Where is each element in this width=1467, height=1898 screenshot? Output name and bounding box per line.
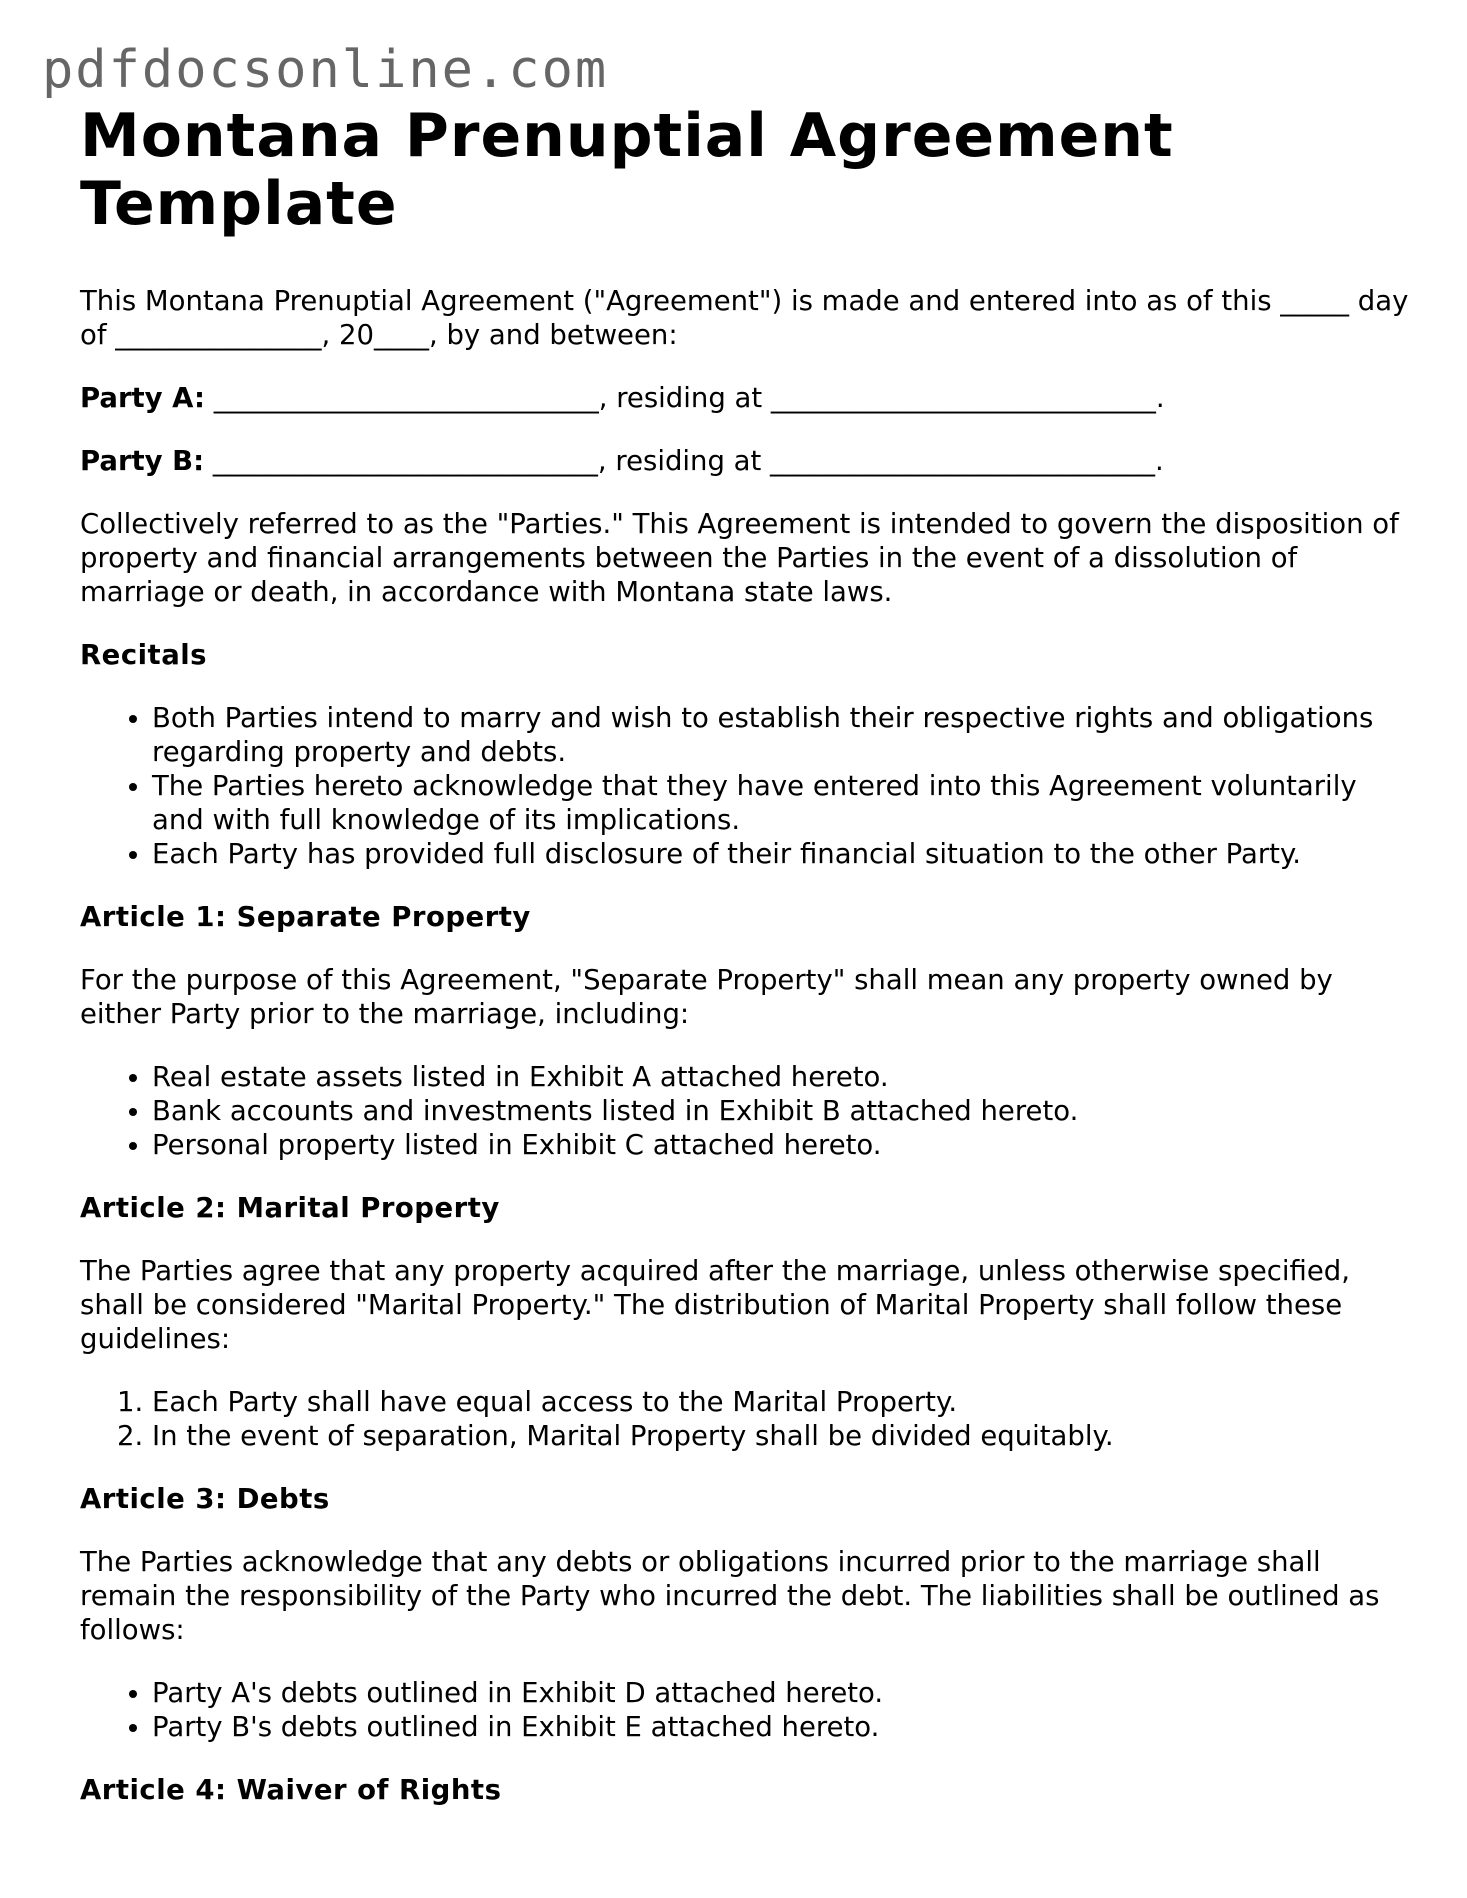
- list-item: • Personal property listed in Exhibit C attached hereto.: [152, 1128, 1410, 1162]
- article-2-list: [80, 1385, 1410, 1453]
- article-1-heading: Article 1: Separate Property: [80, 901, 531, 933]
- party-a-text: ____________________________, residing at ____________________________.: [204, 382, 1165, 414]
- article-4-heading: Article 4: Waiver of Rights: [80, 1774, 502, 1806]
- collectively-paragraph: Collectively referred to as the "Parties." This Agreement is intended to govern the disposition of property and financial arrangements between the Parties in the event of a dissolution of marriage or death, in accordance with Montana state laws.: [80, 508, 1399, 608]
- list-item: • Party A's debts outlined in Exhibit D attached hereto.: [152, 1676, 1410, 1710]
- list-item: • Bank accounts and investments listed in Exhibit B attached hereto.: [152, 1094, 1410, 1128]
- document-body: [80, 102, 1410, 1836]
- document-title: Montana Prenuptial Agreement Template: [80, 101, 1174, 239]
- article-2-heading: Article 2: Marital Property: [80, 1192, 500, 1224]
- list-item: 2. In the event of separation, Marital Property shall be divided equitably.: [152, 1419, 1410, 1453]
- list-item: • Each Party has provided full disclosure of their financial situation to the other Party.: [152, 837, 1410, 871]
- recitals-list: [80, 701, 1410, 871]
- party-a-label: Party A:: [80, 382, 205, 414]
- article-1-list: [80, 1060, 1410, 1162]
- party-b-text: ____________________________, residing at ____________________________.: [204, 445, 1164, 477]
- list-item: • Party B's debts outlined in Exhibit E attached hereto.: [152, 1710, 1410, 1744]
- list-item: 1. Each Party shall have equal access to the Marital Property.: [152, 1385, 1410, 1419]
- article-2-text: The Parties agree that any property acquired after the marriage, unless otherwise specified, shall be considered "Marital Property." The distribution of Marital Property shall follow these guidelines:: [80, 1255, 1350, 1355]
- recitals-heading: Recitals: [80, 639, 208, 671]
- party-b-line: [80, 444, 1410, 478]
- list-item: • Real estate assets listed in Exhibit A attached hereto.: [152, 1060, 1410, 1094]
- article-3-list: [80, 1676, 1410, 1744]
- list-item: • Both Parties intend to marry and wish to establish their respective rights and obligations regarding property and debts.: [152, 701, 1410, 769]
- article-1-text: For the purpose of this Agreement, "Separate Property" shall mean any property owned by either Party prior to the marriage, including:: [80, 964, 1333, 1030]
- party-b-label: Party B:: [80, 445, 205, 477]
- intro-paragraph: This Montana Prenuptial Agreement ("Agreement") is made and entered into as of this _____ day of _______________, 20____, by and between:: [80, 285, 1409, 351]
- party-a-line: [80, 381, 1410, 415]
- list-item: • The Parties hereto acknowledge that they have entered into this Agreement voluntarily and with full knowledge of its implications.: [152, 769, 1410, 837]
- article-3-heading: Article 3: Debts: [80, 1483, 330, 1515]
- watermark: pdfdocsonline.com: [42, 40, 609, 100]
- article-3-text: The Parties acknowledge that any debts or obligations incurred prior to the marriage shall remain the responsibility of the Party who incurred the debt. The liabilities shall be outlined as follows:: [80, 1546, 1380, 1646]
